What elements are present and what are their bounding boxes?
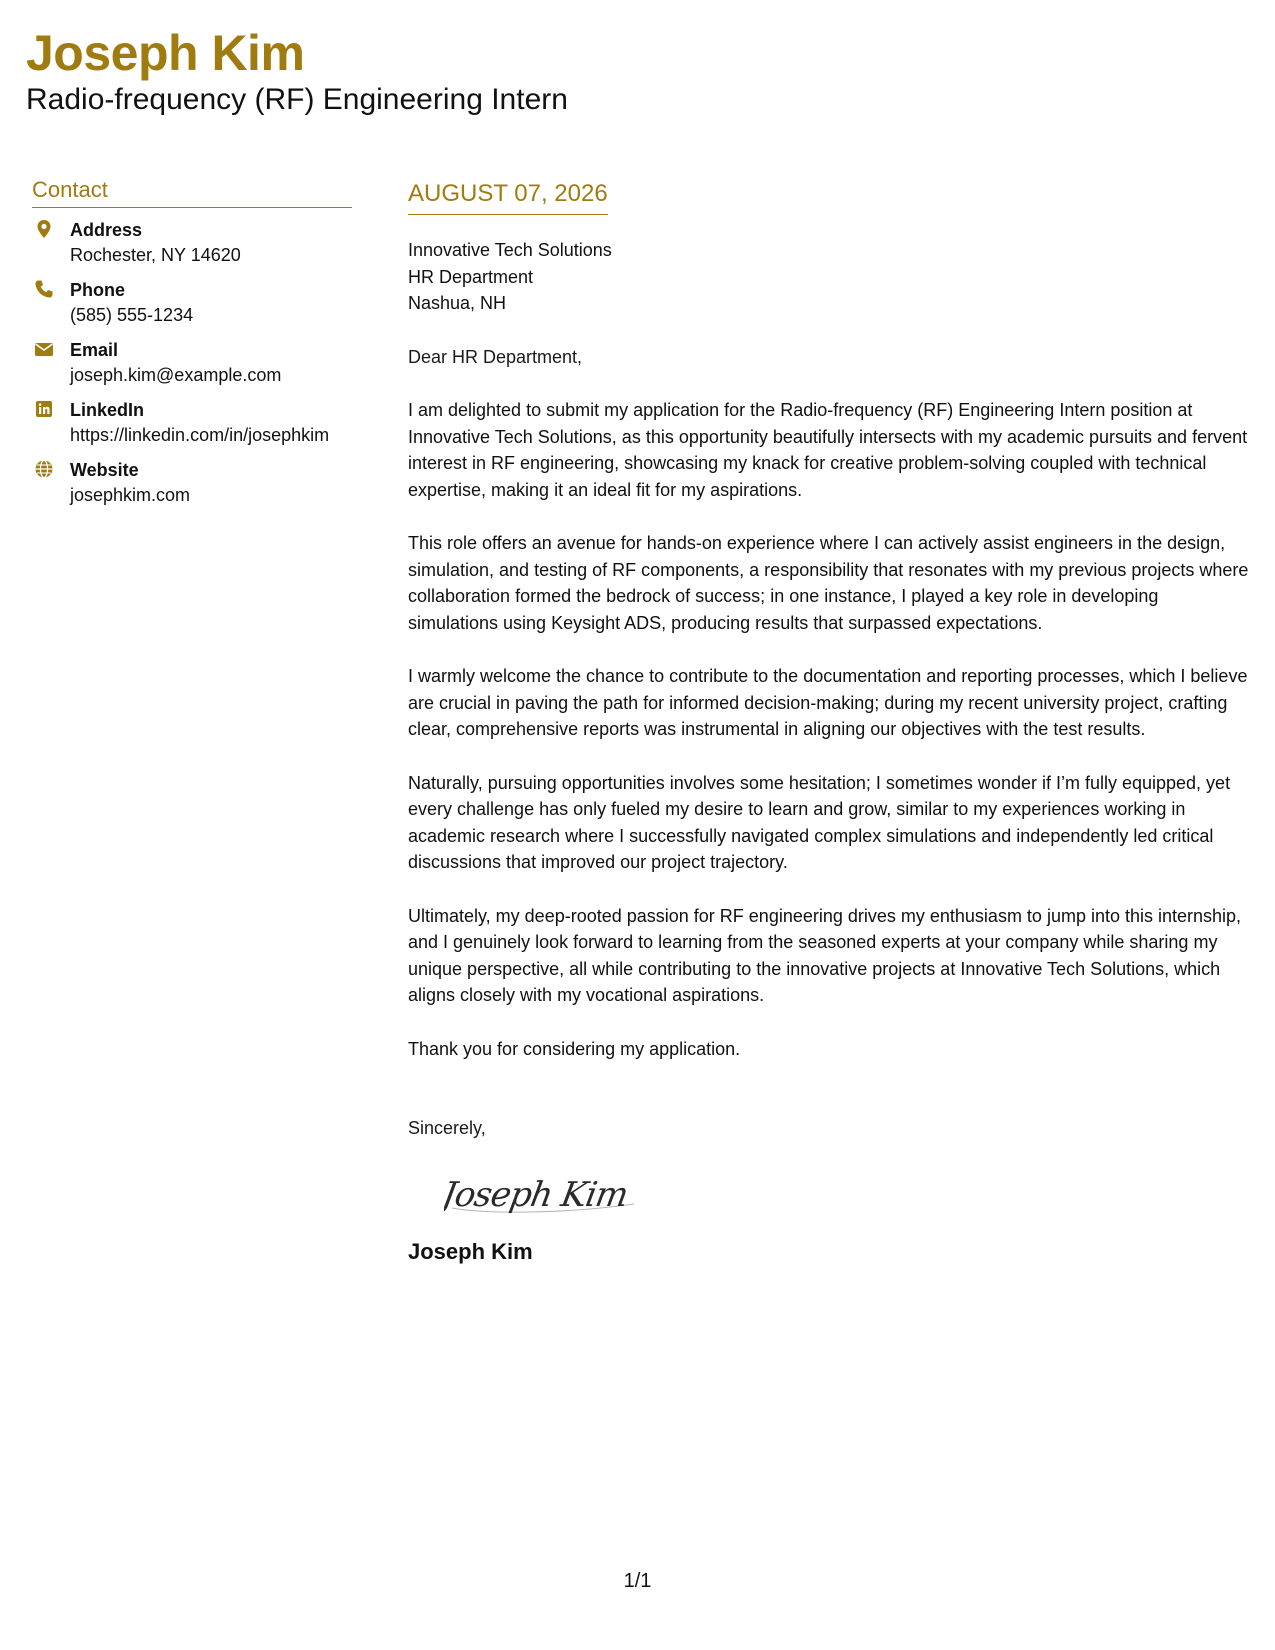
phone-icon [34,279,54,299]
letter-paragraph: I am delighted to submit my application for the Radio-frequency (RF) Engineering Intern position at Innovative Tech Solutions, as this opportunity beautifully intersects with my academic pursuits and fervent interest in RF engineering, showcasing my knack for creative problem-solving coupled with technical expertise, making it an ideal fit for my aspirations. [408,400,1248,500]
contact-item-website [32,458,352,507]
letter-body [408,178,1250,1266]
recipient-company: Innovative Tech Solutions [408,240,612,260]
contact-item-linkedin [32,398,352,447]
contact-item-phone [32,278,352,327]
signed-name: Joseph Kim [408,1238,533,1264]
envelope-icon [34,339,54,359]
handwritten-signature [444,1164,644,1224]
letter-paragraph: I warmly welcome the chance to contribute to the documentation and reporting processes, which I believe are crucial in paving the path for informed decision-making; during my recent university project, crafting clear, comprehensive reports was instrumental in aligning our objectives with the test results. [408,666,1248,739]
letter-paragraph: Thank you for considering my application. [408,1038,741,1059]
website-value[interactable]: josephkim.com [70,485,191,505]
contact-item-address [32,218,352,267]
letter-paragraph: Naturally, pursuing opportunities involves some hesitation; I sometimes wonder if I’m fully equipped, yet every challenge has only fueled my desire to learn and grow, similar to my experiences working in academic research where I successfully navigated complex simulations and independently led critical discussions that improved our project trajectory. [408,772,1231,872]
recipient-department: HR Department [408,266,534,287]
contact-label: Email [70,340,119,360]
phone-value[interactable]: (585) 555-1234 [70,305,194,325]
letter-paragraph: This role offers an avenue for hands-on experience where I can actively assist engineers in the design, simulation, and testing of RF components, a responsibility that resonates with my previous projects where collaboration formed the bedrock of success; in one instance, I played a key role in developing simulations using Keysight ADS, producing results that surpassed expectations. [408,533,1249,633]
contact-heading: Contact [32,176,352,208]
salutation: Dear HR Department, [408,346,583,367]
contact-label: Website [70,460,139,480]
closing: Sincerely, [408,1118,486,1138]
recipient-block [408,237,1250,317]
contact-list [32,218,352,507]
contact-item-email [32,338,352,387]
job-title: Radio-frequency (RF) Engineering Intern [26,83,568,116]
letter-paragraph: Ultimately, my deep-rooted passion for RF engineering drives my enthusiasm to jump into this internship, and I genuinely look forward to learning from the seasoned experts at your company while sharing my unique perspective, all while contributing to the innovative projects at Innovative Tech Solutions, which aligns closely with my vocational aspirations. [408,905,1242,1005]
letter-date: AUGUST 07, 2026 [408,178,608,215]
map-pin-icon [34,219,54,239]
linkedin-icon [34,399,54,419]
signature-script: Joseph Kim [444,1174,631,1215]
contact-label: LinkedIn [70,400,145,420]
linkedin-value[interactable]: https://linkedin.com/in/josephkim [70,425,330,445]
contact-label: Address [70,220,143,240]
letter-header [26,24,568,118]
globe-icon [34,459,54,479]
contact-sidebar [32,176,352,518]
email-value[interactable]: joseph.kim@example.com [70,365,282,385]
recipient-location: Nashua, NH [408,293,507,313]
address-value: Rochester, NY 14620 [70,245,241,265]
applicant-name: Joseph Kim [26,25,305,81]
page-number: 1/1 [623,1570,652,1592]
contact-label: Phone [70,280,126,300]
